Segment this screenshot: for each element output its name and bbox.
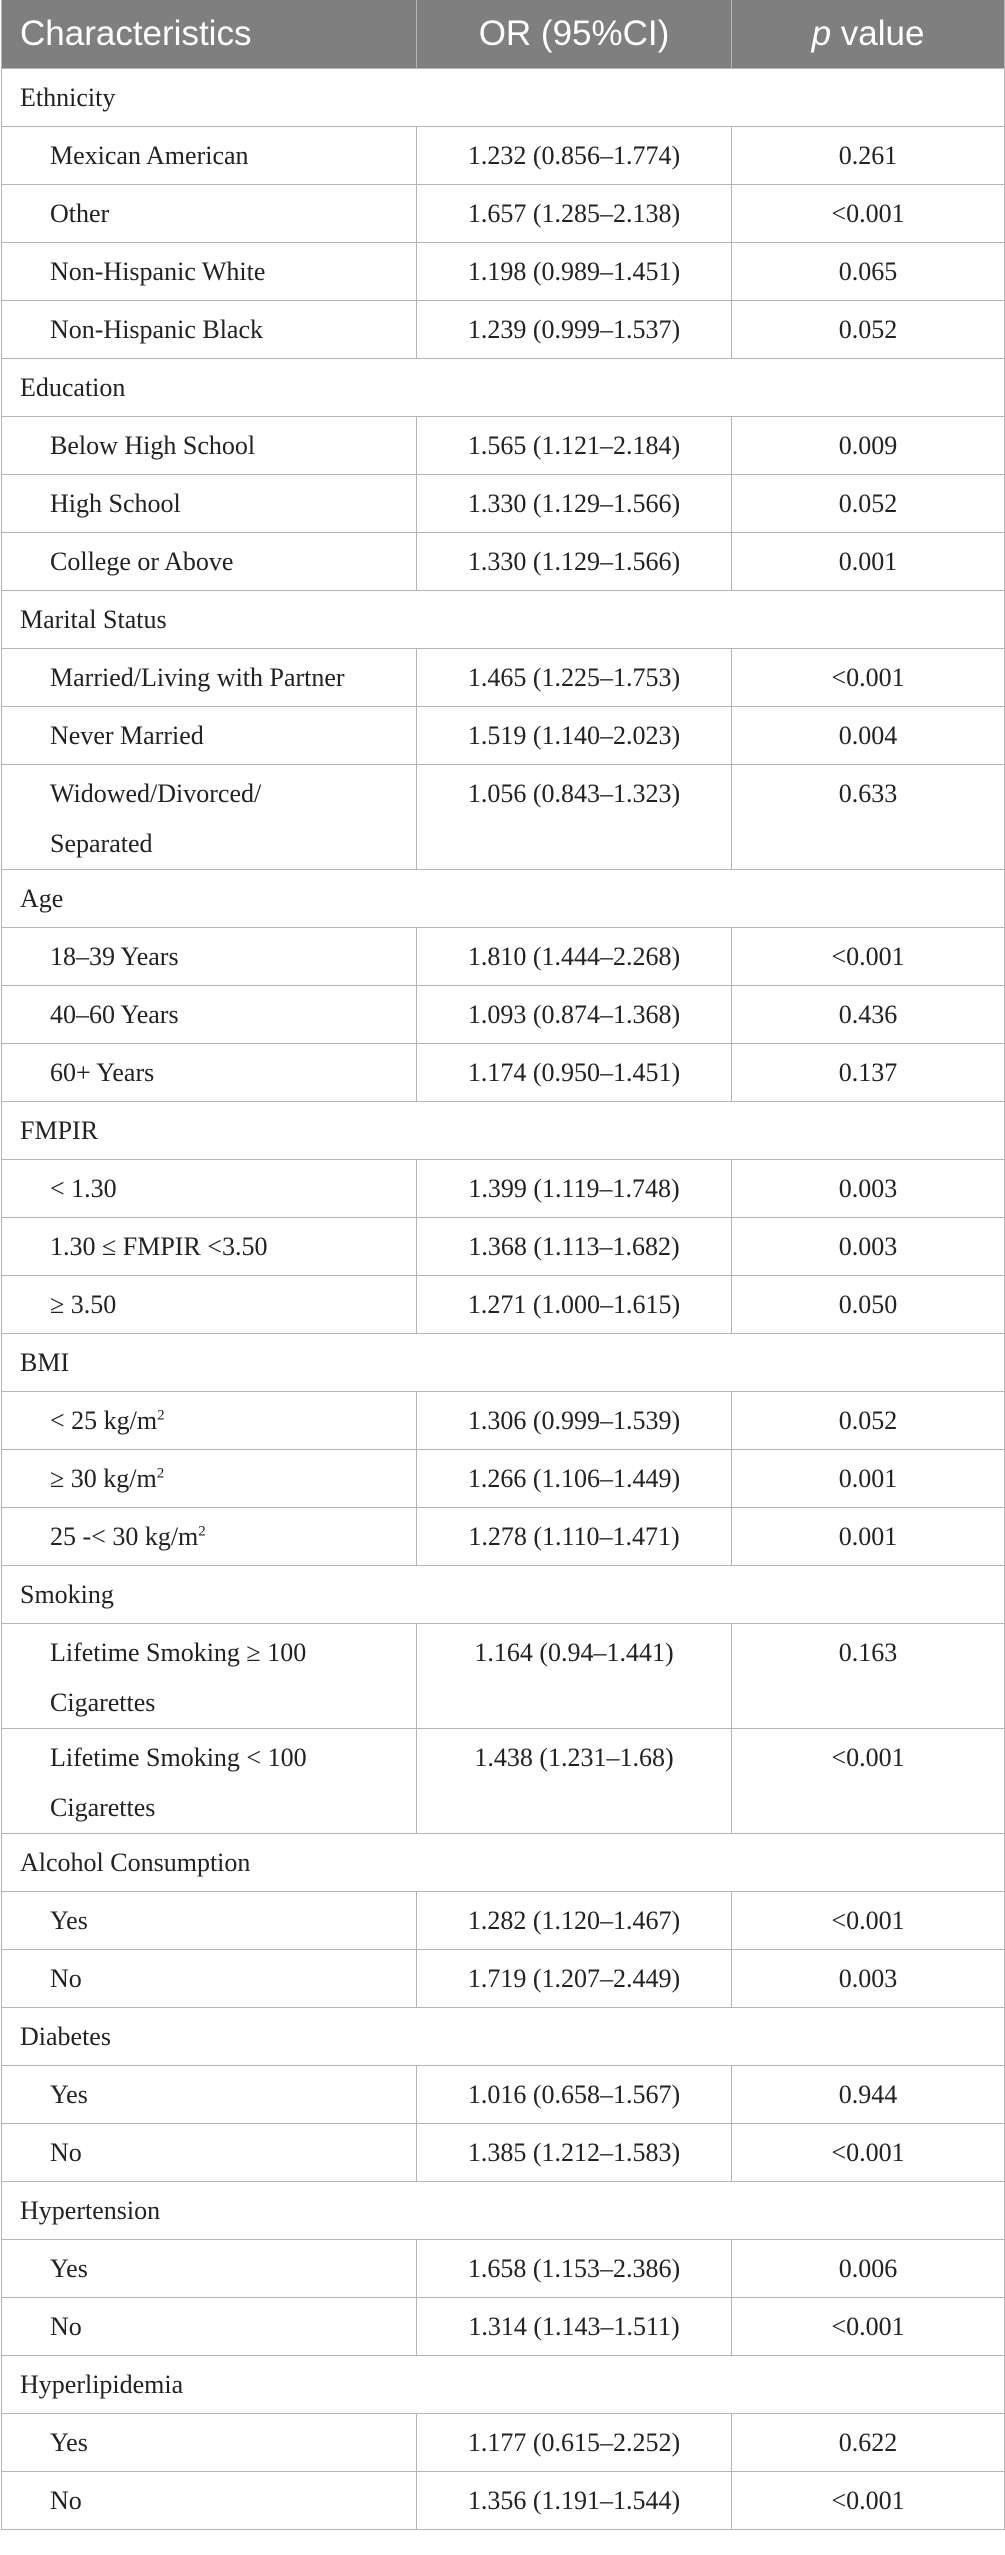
row-or-ci: 1.306 (0.999–1.539)	[417, 1392, 732, 1450]
row-characteristic	[2, 1044, 417, 1102]
row-characteristic	[2, 1160, 417, 1218]
row-or-ci: 1.565 (1.121–2.184)	[417, 417, 732, 475]
group-row	[2, 69, 1005, 127]
row-p-value: <0.001	[732, 1892, 1005, 1950]
row-p-value: 0.001	[732, 1508, 1005, 1566]
table-row	[2, 1392, 1005, 1450]
row-or-ci: 1.368 (1.113–1.682)	[417, 1218, 732, 1276]
row-characteristic-text: No	[50, 2486, 82, 2515]
row-p-value: 0.006	[732, 2240, 1005, 2298]
table-row	[2, 301, 1005, 359]
superscript: 2	[198, 1523, 206, 1540]
group-label: FMPIR	[2, 1102, 1005, 1160]
table-body	[2, 69, 1005, 2530]
group-label: Hyperlipidemia	[2, 2356, 1005, 2414]
row-characteristic-line2: Cigarettes	[50, 1688, 156, 1717]
group-label: Smoking	[2, 1566, 1005, 1624]
table-row	[2, 2066, 1005, 2124]
row-characteristic	[2, 986, 417, 1044]
row-or-ci: 1.271 (1.000–1.615)	[417, 1276, 732, 1334]
header-p-rest: value	[831, 14, 925, 53]
table-header	[2, 0, 1005, 69]
row-or-ci: 1.399 (1.119–1.748)	[417, 1160, 732, 1218]
row-p-value: <0.001	[732, 2124, 1005, 2182]
row-p-value: 0.622	[732, 2414, 1005, 2472]
row-or-ci: 1.519 (1.140–2.023)	[417, 707, 732, 765]
row-p-value: 0.050	[732, 1276, 1005, 1334]
row-p-value: <0.001	[732, 1729, 1005, 1834]
row-p-value: <0.001	[732, 2472, 1005, 2530]
group-label: Diabetes	[2, 2008, 1005, 2066]
row-characteristic-text: Below High School	[50, 431, 256, 460]
group-label: BMI	[2, 1334, 1005, 1392]
table-row	[2, 475, 1005, 533]
header-row	[2, 0, 1005, 69]
row-p-value: 0.065	[732, 243, 1005, 301]
row-characteristic	[2, 185, 417, 243]
table-row	[2, 127, 1005, 185]
row-characteristic	[2, 2414, 417, 2472]
row-characteristic	[2, 1950, 417, 2008]
table-row	[2, 928, 1005, 986]
row-p-value: 0.633	[732, 765, 1005, 870]
row-characteristic-text: ≥ 30 kg/m	[50, 1464, 157, 1493]
table-row	[2, 1218, 1005, 1276]
row-characteristic	[2, 417, 417, 475]
row-characteristic	[2, 533, 417, 591]
table-row	[2, 1508, 1005, 1566]
row-characteristic-line2: Separated	[50, 829, 153, 858]
row-characteristic-line1: Lifetime Smoking < 100	[50, 1743, 307, 1772]
table-row	[2, 1044, 1005, 1102]
group-row	[2, 2182, 1005, 2240]
row-p-value: <0.001	[732, 649, 1005, 707]
row-or-ci: 1.330 (1.129–1.566)	[417, 475, 732, 533]
row-characteristic-text: Never Married	[50, 721, 204, 750]
row-characteristic-text: No	[50, 2138, 82, 2167]
row-p-value: <0.001	[732, 185, 1005, 243]
table-row	[2, 986, 1005, 1044]
row-p-value: 0.001	[732, 1450, 1005, 1508]
row-p-value: 0.004	[732, 707, 1005, 765]
row-or-ci: 1.658 (1.153–2.386)	[417, 2240, 732, 2298]
group-row	[2, 1334, 1005, 1392]
table-row	[2, 1624, 1005, 1729]
row-characteristic	[2, 2240, 417, 2298]
table-row	[2, 417, 1005, 475]
row-or-ci: 1.164 (0.94–1.441)	[417, 1624, 732, 1729]
header-p-value	[732, 0, 1005, 69]
row-p-value: 0.163	[732, 1624, 1005, 1729]
table-row	[2, 243, 1005, 301]
row-characteristic-text: Yes	[50, 2254, 88, 2283]
row-or-ci: 1.266 (1.106–1.449)	[417, 1450, 732, 1508]
row-p-value: <0.001	[732, 2298, 1005, 2356]
row-characteristic-text: No	[50, 1964, 82, 1993]
row-characteristic-text: High School	[50, 489, 181, 518]
row-or-ci: 1.278 (1.110–1.471)	[417, 1508, 732, 1566]
row-or-ci: 1.330 (1.129–1.566)	[417, 533, 732, 591]
row-characteristic-text: 25 -< 30 kg/m	[50, 1522, 199, 1551]
row-characteristic	[2, 765, 417, 870]
row-p-value: 0.052	[732, 475, 1005, 533]
row-or-ci: 1.438 (1.231–1.68)	[417, 1729, 732, 1834]
table-row	[2, 2240, 1005, 2298]
row-p-value: 0.001	[732, 533, 1005, 591]
row-or-ci: 1.356 (1.191–1.544)	[417, 2472, 732, 2530]
superscript: 2	[156, 1465, 165, 1482]
table-row	[2, 533, 1005, 591]
group-row	[2, 2008, 1005, 2066]
group-row	[2, 2356, 1005, 2414]
group-label: Education	[2, 359, 1005, 417]
row-or-ci: 1.016 (0.658–1.567)	[417, 2066, 732, 2124]
table-row	[2, 2298, 1005, 2356]
row-characteristic	[2, 1450, 417, 1508]
row-characteristic	[2, 1218, 417, 1276]
row-characteristic-text: College or Above	[50, 547, 234, 576]
row-or-ci: 1.239 (0.999–1.537)	[417, 301, 732, 359]
row-characteristic-line2: Cigarettes	[50, 1793, 156, 1822]
row-characteristic	[2, 2066, 417, 2124]
row-characteristic	[2, 127, 417, 185]
table-row	[2, 185, 1005, 243]
row-characteristic	[2, 1892, 417, 1950]
row-characteristic-text: Other	[50, 199, 110, 228]
row-characteristic-line1: Widowed/Divorced/	[50, 779, 262, 808]
table-row	[2, 1276, 1005, 1334]
superscript: 2	[157, 1407, 165, 1424]
row-characteristic-text: 1.30 ≤ FMPIR <3.50	[50, 1232, 268, 1261]
row-p-value: 0.137	[732, 1044, 1005, 1102]
row-characteristic-text: ≥ 3.50	[50, 1290, 117, 1319]
table-row	[2, 765, 1005, 870]
header-or: OR (95%CI)	[417, 0, 732, 69]
row-characteristic	[2, 243, 417, 301]
row-or-ci: 1.657 (1.285–2.138)	[417, 185, 732, 243]
row-characteristic	[2, 649, 417, 707]
row-or-ci: 1.198 (0.989–1.451)	[417, 243, 732, 301]
row-characteristic	[2, 1276, 417, 1334]
row-characteristic-text: Yes	[50, 1906, 88, 1935]
row-characteristic-text: Married/Living with Partner	[50, 663, 345, 692]
row-characteristic	[2, 301, 417, 359]
row-or-ci: 1.719 (1.207–2.449)	[417, 1950, 732, 2008]
row-p-value: 0.052	[732, 1392, 1005, 1450]
row-p-value: <0.001	[732, 928, 1005, 986]
row-or-ci: 1.177 (0.615–2.252)	[417, 2414, 732, 2472]
group-row	[2, 359, 1005, 417]
row-characteristic	[2, 1729, 417, 1834]
group-label: Alcohol Consumption	[2, 1834, 1005, 1892]
table-row	[2, 1950, 1005, 2008]
row-characteristic	[2, 475, 417, 533]
row-or-ci: 1.282 (1.120–1.467)	[417, 1892, 732, 1950]
table-row	[2, 1729, 1005, 1834]
row-or-ci: 1.232 (0.856–1.774)	[417, 127, 732, 185]
row-or-ci: 1.093 (0.874–1.368)	[417, 986, 732, 1044]
row-characteristic	[2, 1508, 417, 1566]
row-characteristic-text: Non-Hispanic Black	[50, 315, 264, 344]
row-characteristic-text: Non-Hispanic White	[50, 257, 266, 286]
row-p-value: 0.009	[732, 417, 1005, 475]
row-characteristic-text: 60+ Years	[50, 1058, 155, 1087]
row-characteristic-text: Yes	[50, 2428, 88, 2457]
table-row	[2, 1450, 1005, 1508]
row-characteristic-text: 18–39 Years	[50, 942, 179, 971]
row-or-ci: 1.174 (0.950–1.451)	[417, 1044, 732, 1102]
row-or-ci: 1.056 (0.843–1.323)	[417, 765, 732, 870]
row-characteristic	[2, 1624, 417, 1729]
row-characteristic-text: < 1.30	[50, 1174, 117, 1203]
group-label: Marital Status	[2, 591, 1005, 649]
row-characteristic-text: Yes	[50, 2080, 88, 2109]
table-row	[2, 1160, 1005, 1218]
group-label: Ethnicity	[2, 69, 1005, 127]
row-characteristic-text: Mexican American	[50, 141, 249, 170]
header-characteristics: Characteristics	[2, 0, 417, 69]
row-or-ci: 1.385 (1.212–1.583)	[417, 2124, 732, 2182]
row-p-value: 0.003	[732, 1950, 1005, 2008]
row-p-value: 0.436	[732, 986, 1005, 1044]
row-or-ci: 1.465 (1.225–1.753)	[417, 649, 732, 707]
row-characteristic	[2, 2298, 417, 2356]
group-label: Hypertension	[2, 2182, 1005, 2240]
row-characteristic-line1: Lifetime Smoking ≥ 100	[50, 1638, 307, 1667]
group-row	[2, 870, 1005, 928]
group-row	[2, 1102, 1005, 1160]
group-row	[2, 1834, 1005, 1892]
row-p-value: 0.944	[732, 2066, 1005, 2124]
table-row	[2, 2414, 1005, 2472]
row-characteristic	[2, 1392, 417, 1450]
table-row	[2, 2124, 1005, 2182]
table-row	[2, 2472, 1005, 2530]
row-characteristic-text: No	[50, 2312, 82, 2341]
row-characteristic-text: < 25 kg/m	[50, 1406, 158, 1435]
row-p-value: 0.052	[732, 301, 1005, 359]
header-p-italic: p	[811, 14, 832, 53]
row-p-value: 0.261	[732, 127, 1005, 185]
row-characteristic	[2, 2124, 417, 2182]
table-row	[2, 707, 1005, 765]
table-row	[2, 1892, 1005, 1950]
row-or-ci: 1.810 (1.444–2.268)	[417, 928, 732, 986]
group-row	[2, 591, 1005, 649]
group-label: Age	[2, 870, 1005, 928]
row-characteristic-text: 40–60 Years	[50, 1000, 179, 1029]
row-characteristic	[2, 928, 417, 986]
row-characteristic	[2, 707, 417, 765]
odds-ratio-table	[1, 0, 1005, 2530]
row-p-value: 0.003	[732, 1218, 1005, 1276]
group-row	[2, 1566, 1005, 1624]
row-p-value: 0.003	[732, 1160, 1005, 1218]
table-row	[2, 649, 1005, 707]
row-characteristic	[2, 2472, 417, 2530]
row-or-ci: 1.314 (1.143–1.511)	[417, 2298, 732, 2356]
